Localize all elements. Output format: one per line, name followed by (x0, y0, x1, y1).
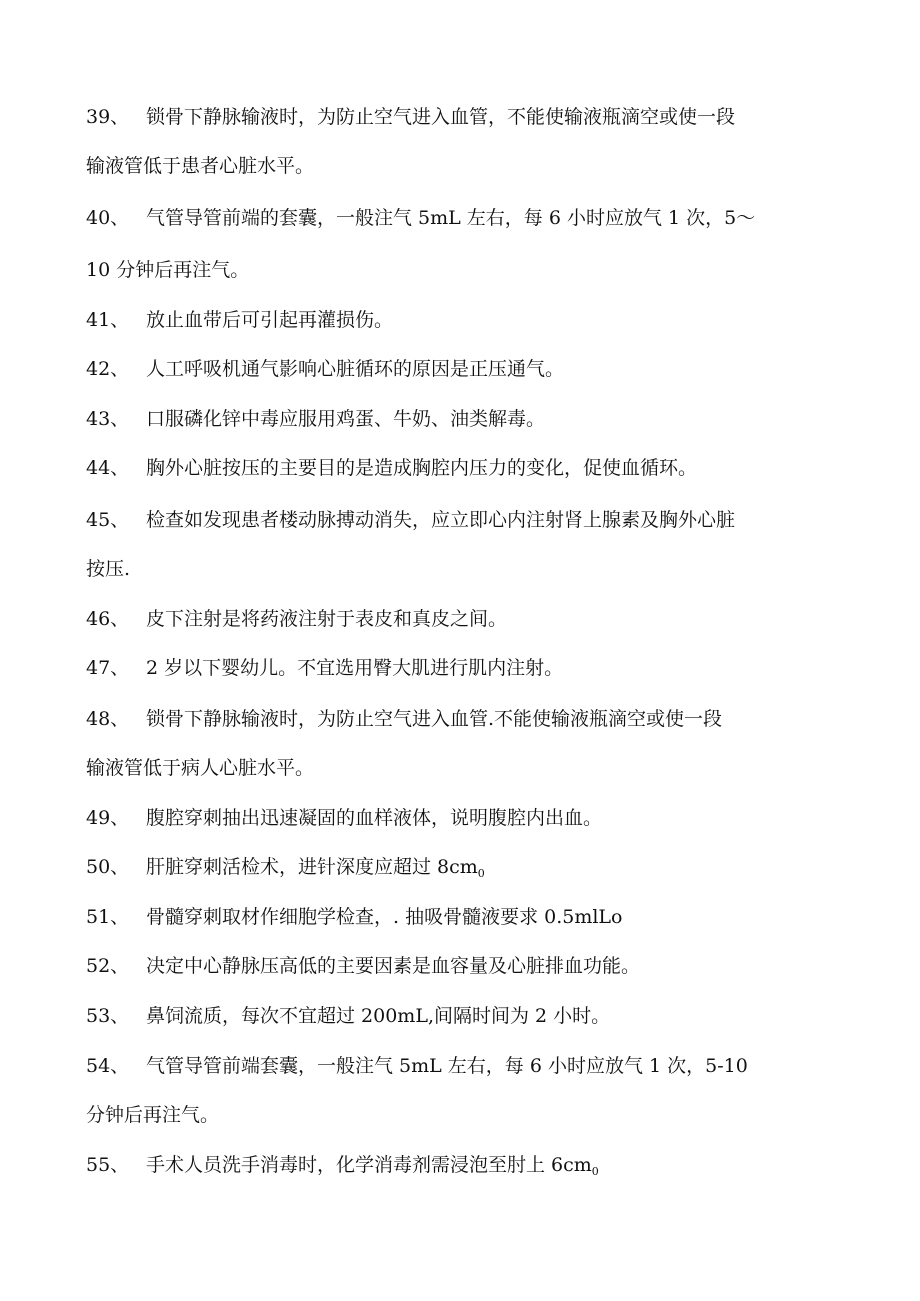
item-text: 锁骨下静脉输液时，为防止空气进入血管，不能使输液瓶滴空或使一段 (146, 106, 736, 128)
item-number: 45、 (86, 509, 130, 531)
item-text: 胸外心脏按压的主要目的是造成胸腔内压力的变化，促使血循环。 (146, 457, 698, 479)
item-50 (86, 854, 485, 887)
item-43 (86, 406, 545, 432)
item-51 (86, 904, 623, 930)
subscript-mark: 0 (477, 867, 485, 880)
item-number: 39、 (86, 106, 130, 128)
item-text: 手术人员洗手消毒时，化学消毒剂需浸泡至肘上 6cm (146, 1154, 592, 1176)
item-number: 47、 (86, 657, 130, 679)
item-45 (86, 507, 735, 533)
item-number: 49、 (86, 807, 130, 829)
item-number: 51、 (86, 906, 130, 928)
item-55 (86, 1152, 599, 1185)
item-text: 决定中心静脉压高低的主要因素是血容量及心脏排血功能。 (146, 955, 641, 977)
item-number: 53、 (86, 1005, 130, 1027)
item-number: 43、 (86, 408, 130, 430)
item-40-continuation (86, 257, 249, 283)
item-39 (86, 104, 735, 130)
item-text: 人工呼吸机通气影响心脏循环的原因是正压通气。 (146, 358, 565, 380)
item-number: 40、 (86, 207, 130, 229)
item-44 (86, 455, 697, 481)
item-54 (86, 1053, 748, 1079)
item-number: 41、 (86, 309, 130, 331)
item-text-continuation: 10 分钟后再注气。 (86, 259, 250, 281)
item-46 (86, 606, 507, 632)
item-text: 检查如发现患者楼动脉搏动消失，应立即心内注射肾上腺素及胸外心脏 (146, 509, 736, 531)
item-number: 46、 (86, 608, 130, 630)
item-text: 肝脏穿刺活检术，进针深度应超过 8cm (146, 856, 478, 878)
item-49 (86, 805, 602, 831)
item-47 (86, 655, 563, 681)
item-number: 48、 (86, 708, 130, 730)
item-41 (86, 307, 393, 333)
item-text-continuation: 输液管低于患者心脏水平。 (86, 155, 315, 177)
item-number: 54、 (86, 1055, 130, 1077)
item-text: 腹腔穿刺抽出迅速凝固的血样液体，说明腹腔内出血。 (146, 807, 603, 829)
item-53 (86, 1003, 610, 1029)
item-text: 口服磷化锌中毒应服用鸡蛋、牛奶、油类解毒。 (146, 408, 546, 430)
item-number: 55、 (86, 1154, 130, 1176)
item-text: 气管导管前端套囊，一般注气 5mL 左右，每 6 小时应放气 1 次，5-10 (146, 1055, 748, 1077)
item-number: 52、 (86, 955, 130, 977)
item-52 (86, 953, 640, 979)
item-number: 50、 (86, 856, 130, 878)
item-text: 骨髓穿刺取材作细胞学检查，. 抽吸骨髓液要求 0.5mlLo (146, 906, 623, 928)
item-48 (86, 706, 722, 732)
item-text: 鼻饲流质，每次不宜超过 200mL,间隔时间为 2 小时。 (146, 1005, 611, 1027)
item-text: 2 岁以下婴幼儿。不宜选用臀大肌进行肌内注射。 (146, 657, 564, 679)
item-39-continuation (86, 153, 314, 179)
item-text-continuation: 分钟后再注气。 (86, 1104, 220, 1126)
item-text: 放止血带后可引起再灌损伤。 (146, 309, 394, 331)
item-48-continuation (86, 755, 314, 781)
item-42 (86, 356, 564, 382)
item-number: 42、 (86, 358, 130, 380)
item-text: 皮下注射是将药液注射于表皮和真皮之间。 (146, 608, 508, 630)
subscript-mark: 0 (591, 1165, 599, 1178)
item-text-continuation: 输液管低于病人心脏水平。 (86, 757, 315, 779)
item-54-continuation (86, 1102, 219, 1128)
item-text: 气管导管前端的套囊，一般注气 5mL 左右，每 6 小时应放气 1 次，5～ (146, 207, 756, 229)
item-text-continuation: 按压. (86, 558, 131, 580)
item-text: 锁骨下静脉输液时，为防止空气进入血管.不能使输液瓶滴空或使一段 (146, 708, 723, 730)
item-40 (86, 205, 755, 231)
item-45-continuation (86, 556, 130, 582)
item-number: 44、 (86, 457, 130, 479)
